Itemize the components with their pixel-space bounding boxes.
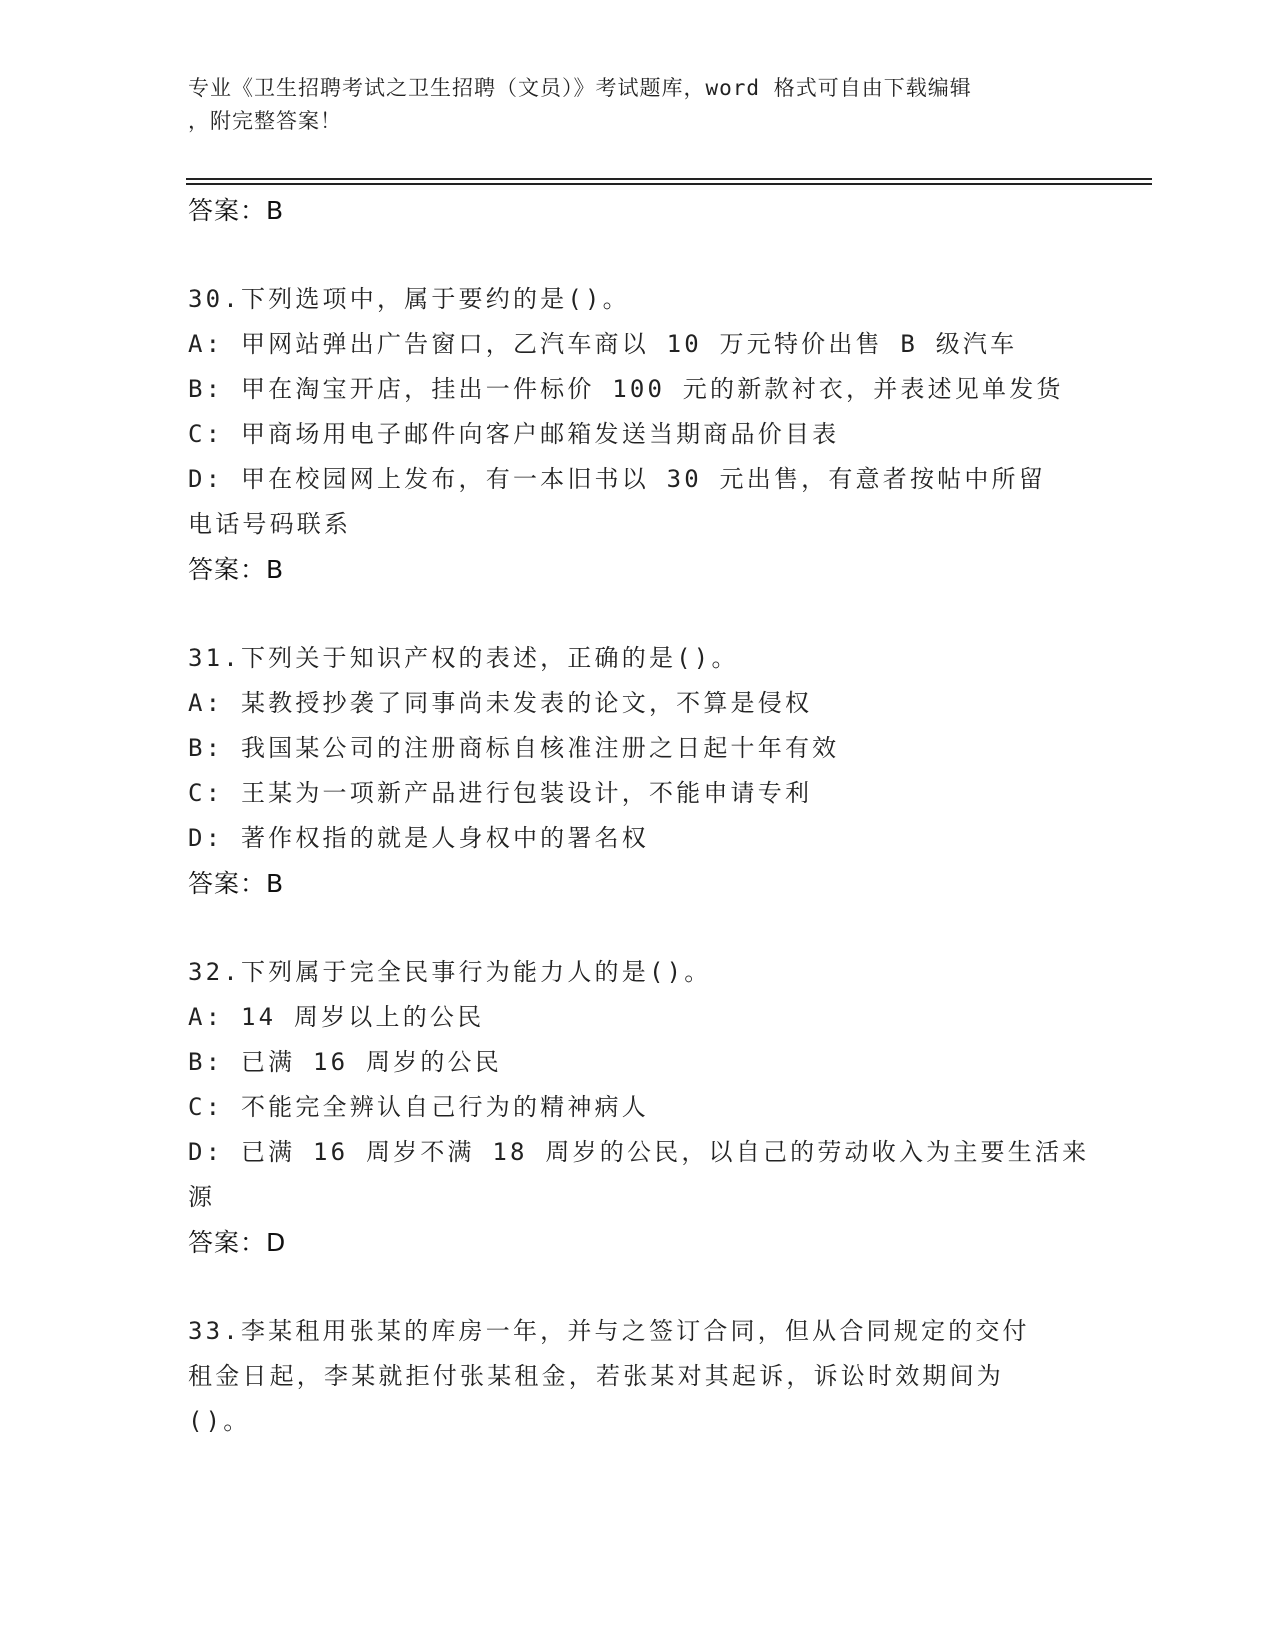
option-text: B: 甲在淘宝开店，挂出一件标价 100 元的新款衬衣，并表述见单发货 [188, 375, 1064, 403]
question-list [188, 188, 1088, 1444]
question-block [188, 188, 1088, 233]
option-text: C: 不能完全辨认自己行为的精神病人 [188, 1093, 649, 1121]
header-divider-bottom [186, 183, 1152, 185]
question-text: 租金日起，李某就拒付张某租金，若张某对其起诉，诉讼时效期间为 [188, 1362, 1004, 1390]
block-spacer [188, 233, 1088, 277]
option-text: B: 已满 16 周岁的公民 [188, 1048, 502, 1076]
block-spacer [188, 906, 1088, 950]
header-line-2: ，附完整答案！ [188, 109, 342, 133]
page-header [188, 72, 1078, 138]
header-line-1: 专业《卫生招聘考试之卫生招聘（文员）》考试题库，word 格式可自由下载编辑 [188, 76, 972, 100]
question-block [188, 592, 1088, 906]
option-text: 源 [188, 1183, 216, 1211]
option-text: D: 甲在校园网上发布，有一本旧书以 30 元出售，有意者按帖中所留 [188, 465, 1046, 493]
option-text: C: 王某为一项新产品进行包装设计，不能申请专利 [188, 779, 813, 807]
answer-text: 答案：B [188, 196, 285, 225]
answer-text: 答案：B [188, 555, 285, 584]
option-text: A: 某教授抄袭了同事尚未发表的论文，不算是侵权 [188, 689, 813, 717]
option-text: B: 我国某公司的注册商标自核准注册之日起十年有效 [188, 734, 840, 762]
option-text: D: 已满 16 周岁不满 18 周岁的公民，以自己的劳动收入为主要生活来 [188, 1138, 1090, 1166]
option-text: A: 14 周岁以上的公民 [188, 1003, 485, 1031]
question-block [188, 233, 1088, 592]
answer-text: 答案：B [188, 869, 285, 898]
option-text: D: 著作权指的就是人身权中的署名权 [188, 824, 649, 852]
question-block [188, 906, 1088, 1265]
question-block [188, 1265, 1088, 1444]
block-spacer [188, 1265, 1088, 1309]
question-text: 30.下列选项中，属于要约的是()。 [188, 285, 630, 313]
question-text: ()。 [188, 1407, 251, 1435]
option-text: A: 甲网站弹出广告窗口，乙汽车商以 10 万元特价出售 B 级汽车 [188, 330, 1018, 358]
option-text: C: 甲商场用电子邮件向客户邮箱发送当期商品价目表 [188, 420, 840, 448]
question-text: 31.下列关于知识产权的表述，正确的是()。 [188, 644, 739, 672]
answer-text: 答案：D [188, 1228, 287, 1257]
option-text: 电话号码联系 [188, 510, 352, 538]
question-text: 32.下列属于完全民事行为能力人的是()。 [188, 958, 712, 986]
block-spacer [188, 592, 1088, 636]
question-text: 33.李某租用张某的库房一年，并与之签订合同，但从合同规定的交付 [188, 1317, 1030, 1345]
header-divider-top [186, 178, 1152, 180]
